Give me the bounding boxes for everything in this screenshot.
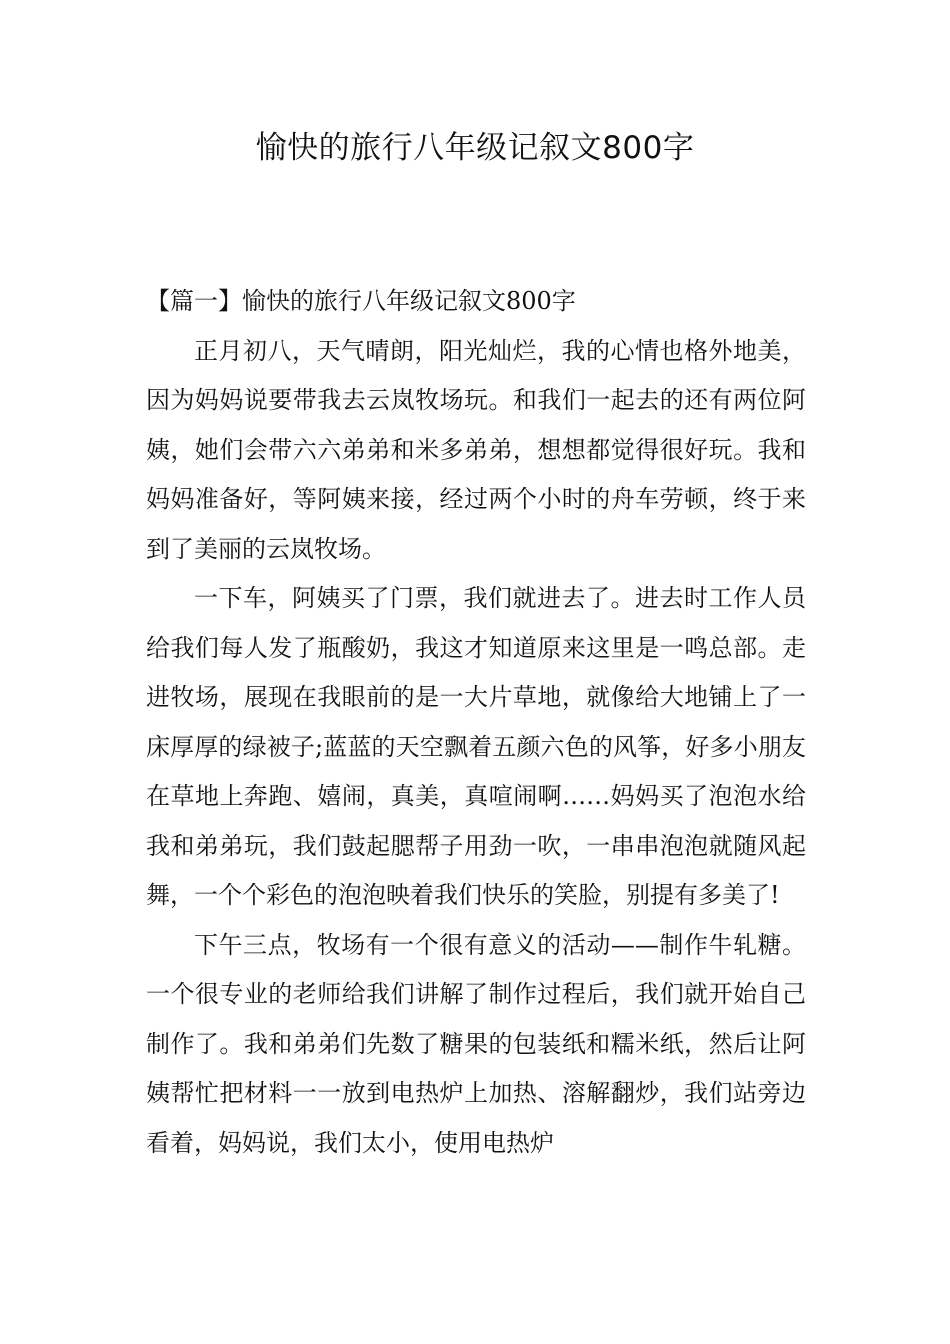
paragraph-2: 一下车，阿姨买了门票，我们就进去了。进去时工作人员给我们每人发了瓶酸奶，我这才知道原来这里是一鸣总部。走进牧场，展现在我眼前的是一大片草地，就像给大地铺上了一床厚厚的绿被子;蓝蓝的天空飘着五颜六色的风筝，好多小朋友在草地上奔跑、嬉闹，真美，真喧闹啊……妈妈买了泡泡水给我和弟弟玩，我们鼓起腮帮子用劲一吹，一串串泡泡就随风起舞，一个个彩色的泡泡映着我们快乐的笑脸，别提有多美了!	[146, 584, 806, 909]
section-heading: 【篇一】愉快的旅行八年级记叙文800字	[146, 287, 576, 315]
document-title: 愉快的旅行八年级记叙文800字	[255, 130, 695, 166]
paragraph-3: 下午三点，牧场有一个很有意义的活动——制作牛轧糖。一个很专业的老师给我们讲解了制作过程后，我们就开始自己制作了。我和弟弟们先数了糖果的包装纸和糯米纸，然后让阿姨帮忙把材料一一放到电热炉上加热、溶解翻炒，我们站旁边看着，妈妈说，我们太小，使用电热炉	[146, 930, 806, 1157]
paragraph-1: 正月初八，天气晴朗，阳光灿烂，我的心情也格外地美，因为妈妈说要带我去云岚牧场玩。和我们一起去的还有两位阿姨，她们会带六六弟弟和米多弟弟，想想都觉得很好玩。我和妈妈准备好，等阿姨来接，经过两个小时的舟车劳顿，终于来到了美丽的云岚牧场。	[146, 336, 806, 563]
document-body	[146, 277, 806, 1168]
